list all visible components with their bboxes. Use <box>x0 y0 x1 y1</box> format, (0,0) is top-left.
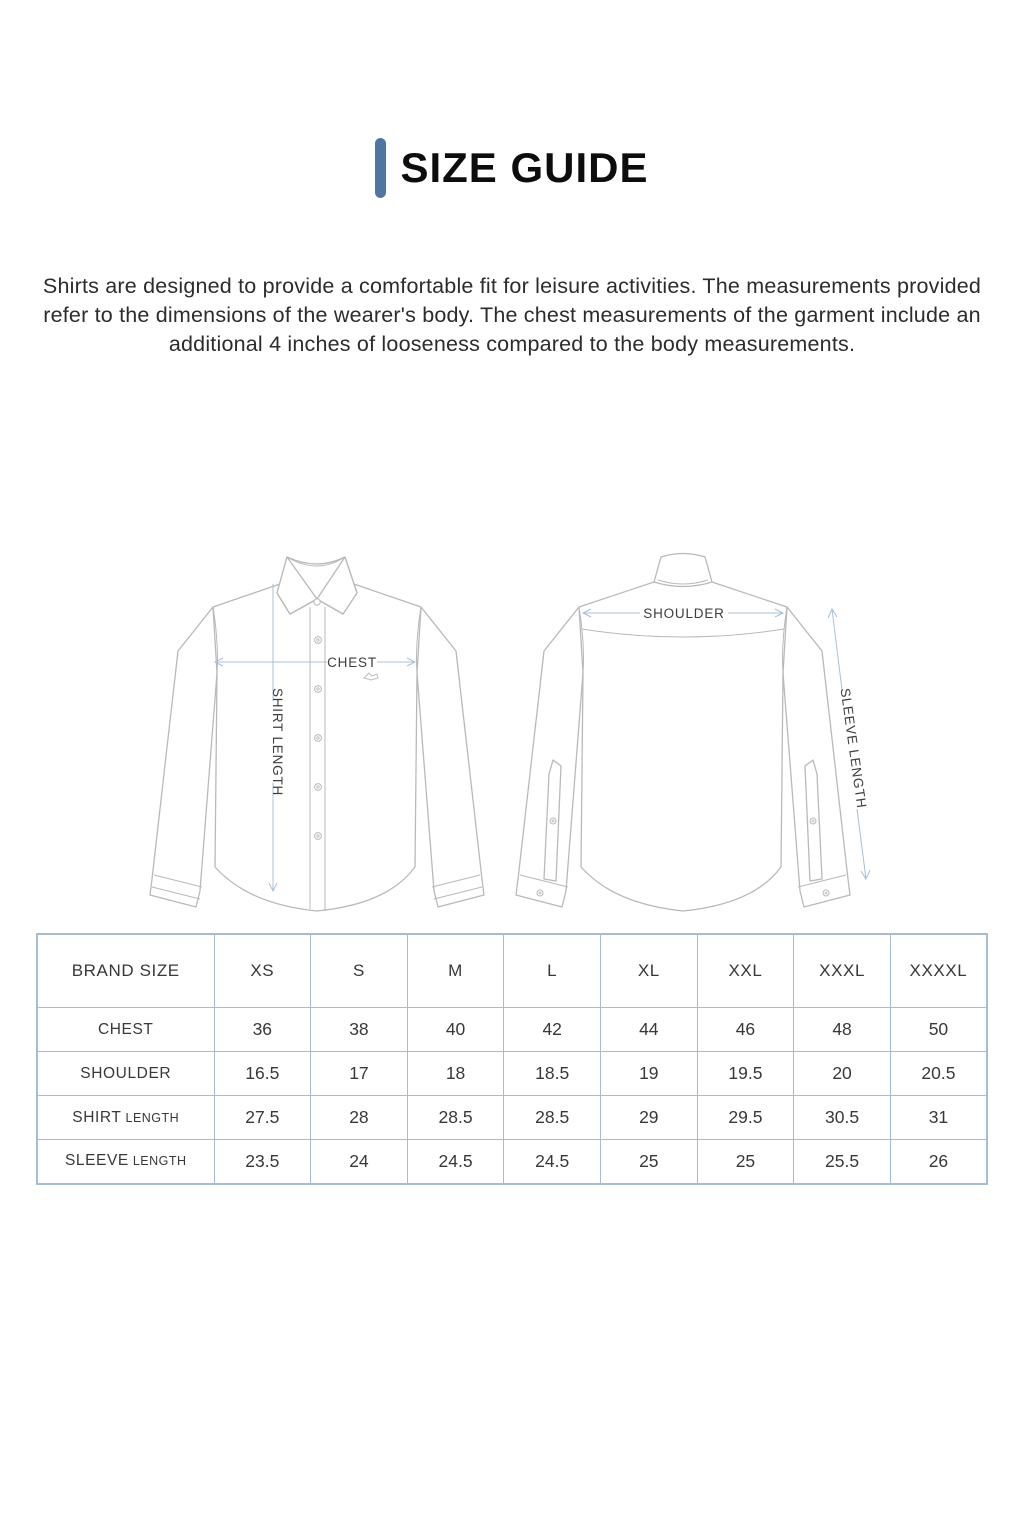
row-label: CHEST <box>37 1008 214 1052</box>
size-value-cell: 40 <box>407 1008 504 1052</box>
size-value-cell: 28.5 <box>407 1096 504 1140</box>
size-table-body <box>37 1008 987 1184</box>
row-label: SLEEVE LENGTH <box>37 1140 214 1184</box>
shirt-back-diagram <box>514 549 876 929</box>
size-value-cell: 20.5 <box>890 1052 987 1096</box>
title-accent-bar <box>375 138 386 198</box>
table-row <box>37 1096 987 1140</box>
size-column-header: M <box>407 934 504 1008</box>
table-row <box>37 1008 987 1052</box>
size-value-cell: 50 <box>890 1008 987 1052</box>
size-value-cell: 27.5 <box>214 1096 311 1140</box>
row-label: SHOULDER <box>37 1052 214 1096</box>
intro-text: Shirts are designed to provide a comfortable fit for leisure activities. The measurements provided refer to the dimensions of the wearer's body. The chest measurements of the garment include an additional 4 inches of looseness compared to the body measurements. <box>42 274 982 356</box>
size-value-cell: 31 <box>890 1096 987 1140</box>
front-right-sleeve <box>416 607 484 907</box>
chest-label: CHEST <box>327 655 377 670</box>
size-column-header: XXXXL <box>890 934 987 1008</box>
size-value-cell: 19.5 <box>697 1052 794 1096</box>
size-value-cell: 38 <box>311 1008 408 1052</box>
size-value-cell: 17 <box>311 1052 408 1096</box>
size-column-header: XL <box>601 934 698 1008</box>
size-column-header: S <box>311 934 408 1008</box>
size-value-cell: 29 <box>601 1096 698 1140</box>
brand-size-header: BRAND SIZE <box>37 934 214 1008</box>
size-table-head-row <box>37 934 987 1008</box>
size-column-header: XXL <box>697 934 794 1008</box>
table-row <box>37 1052 987 1096</box>
size-value-cell: 28.5 <box>504 1096 601 1140</box>
front-body <box>213 583 421 911</box>
shirt-diagrams <box>0 549 1024 931</box>
page-title: SIZE GUIDE <box>400 144 649 191</box>
size-column-header: L <box>504 934 601 1008</box>
size-value-cell: 18.5 <box>504 1052 601 1096</box>
shirt-front-diagram <box>148 549 488 929</box>
size-value-cell: 42 <box>504 1008 601 1052</box>
shoulder-label: SHOULDER <box>643 606 725 621</box>
sleeve-length-label: SLEEVE LENGTH <box>837 687 870 810</box>
size-value-cell: 30.5 <box>794 1096 891 1140</box>
size-value-cell: 24.5 <box>504 1140 601 1184</box>
size-value-cell: 23.5 <box>214 1140 311 1184</box>
size-value-cell: 16.5 <box>214 1052 311 1096</box>
table-row <box>37 1140 987 1184</box>
size-value-cell: 29.5 <box>697 1096 794 1140</box>
back-body <box>579 582 787 911</box>
size-value-cell: 19 <box>601 1052 698 1096</box>
row-label-small: LENGTH <box>128 1154 187 1169</box>
size-value-cell: 25.5 <box>794 1140 891 1184</box>
size-value-cell: 28 <box>311 1096 408 1140</box>
size-column-header: XS <box>214 934 311 1008</box>
size-value-cell: 20 <box>794 1052 891 1096</box>
size-value-cell: 25 <box>601 1140 698 1184</box>
size-value-cell: 24 <box>311 1140 408 1184</box>
row-label: SHIRT LENGTH <box>37 1096 214 1140</box>
size-value-cell: 36 <box>214 1008 311 1052</box>
size-value-cell: 24.5 <box>407 1140 504 1184</box>
size-value-cell: 46 <box>697 1008 794 1052</box>
shirt-length-label: SHIRT LENGTH <box>270 687 285 797</box>
size-table <box>36 933 988 1185</box>
size-column-header: XXXL <box>794 934 891 1008</box>
size-value-cell: 18 <box>407 1052 504 1096</box>
size-value-cell: 25 <box>697 1140 794 1184</box>
page-header <box>0 0 1024 200</box>
size-value-cell: 48 <box>794 1008 891 1052</box>
row-label-small: LENGTH <box>121 1110 180 1125</box>
size-value-cell: 26 <box>890 1140 987 1184</box>
front-left-sleeve <box>150 607 218 907</box>
size-value-cell: 44 <box>601 1008 698 1052</box>
